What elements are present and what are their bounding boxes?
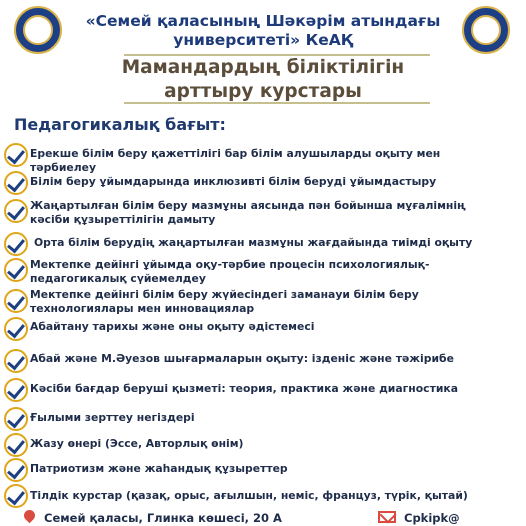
checkmark-icon [4, 317, 28, 341]
course-title: Орта білім берудің жаңартылған мазмұны жағдайында тиімді оқыту [34, 236, 473, 249]
checkmark-icon [4, 349, 28, 373]
footer [0, 508, 526, 526]
divider-bottom [124, 102, 430, 104]
course-title: Мектепке дейінгі ұйымда оқу-тәрбие процесін психологиялық-педагогикалық сүйемелдеу [30, 258, 430, 285]
university-logo-icon [14, 6, 62, 54]
course-title: Ерекше білім беру қажеттілігі бар білім алушыларды оқыту мен тәрбиелеу [30, 147, 441, 174]
course-title: Ғылыми зерттеу негіздері [30, 411, 195, 424]
university-name-line1: «Семей қаласының Шәкәрім атындағы [85, 12, 441, 30]
email-link[interactable]: Cpkipk@ [404, 511, 460, 525]
checkmark-icon [4, 433, 28, 457]
course-title: Патриотизм және жаһандық құзыреттер [30, 462, 288, 475]
course-title: Жаңартылған білім беру мазмұны аясында пән бойынша мұғалімнің кәсіби құзыреттілігін дамыту [30, 199, 466, 226]
checkmark-icon [4, 458, 28, 482]
checkmark-icon [4, 378, 28, 402]
institute-logo-icon [462, 6, 510, 54]
checkmark-icon [4, 232, 28, 256]
checkmark-icon [4, 289, 28, 313]
course-title: Тілдік курстар (қазақ, орыс, ағылшын, неміс, француз, түрік, қытай) [30, 489, 468, 502]
location-pin-icon [22, 508, 38, 524]
university-name-line2: университеті» КеАҚ [173, 31, 353, 49]
header [0, 0, 526, 110]
course-title: Мектепке дейінгі білім беру жүйесіндегі заманауи білім беру технологиялары мен инновациялар [30, 288, 419, 315]
course-title: Абай және М.Әуезов шығармаларын оқыту: ізденіс және тәжірибе [30, 352, 454, 365]
address-text: Семей қаласы, Глинка көшесі, 20 А [44, 511, 282, 525]
checkmark-icon [4, 143, 28, 167]
page-title-line1: Мамандардың біліктілігін [121, 57, 405, 78]
course-title: Кәсіби бағдар беруші қызметі: теория, практика және диагностика [30, 382, 459, 395]
gmail-icon [378, 511, 396, 523]
checkmark-icon [4, 258, 28, 282]
checkmark-icon [4, 199, 28, 223]
course-title: Абайтану тарихы және оны оқыту әдістемесі [30, 320, 315, 333]
page-title-line2: арттыру курстары [164, 81, 362, 102]
section-title: Педагогикалық бағыт: [14, 115, 226, 134]
course-title: Білім беру ұйымдарында инклюзивті білім беруді ұйымдастыру [30, 175, 437, 188]
checkmark-icon [4, 484, 28, 508]
checkmark-icon [4, 407, 28, 431]
checkmark-icon [4, 171, 28, 195]
course-title: Жазу өнері (Эссе, Авторлық өнім) [30, 437, 244, 450]
